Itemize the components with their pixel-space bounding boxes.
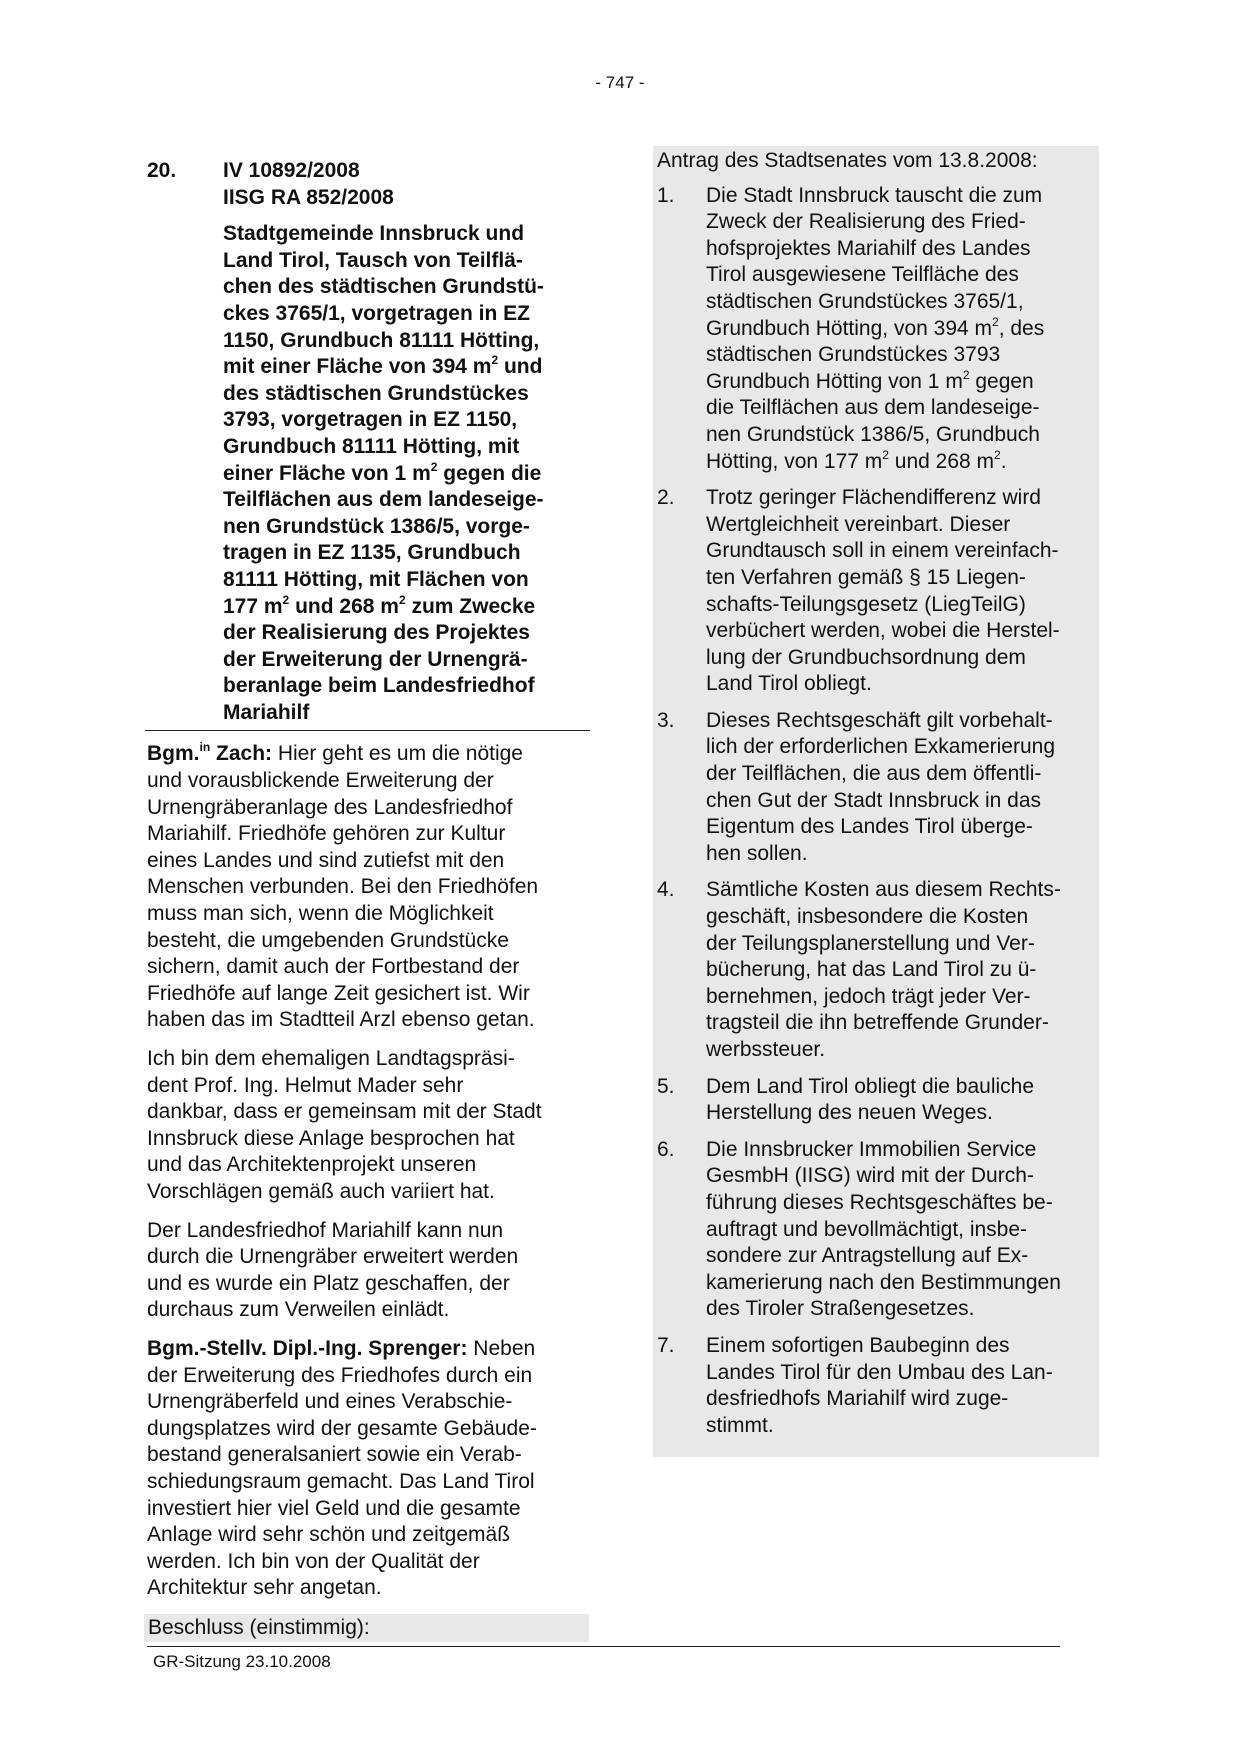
point-line: der Teilungsplanerstellung und Ver-: [706, 931, 1035, 955]
motion-point-number: 2.: [657, 486, 675, 510]
point-line: Eigentum des Landes Tirol überge-: [706, 815, 1033, 839]
point-line: Trotz geringer Flächendifferenz wird: [706, 486, 1041, 510]
title-text: zum Zwecke: [405, 594, 536, 618]
point-line: führung dieses Rechtsgeschäftes be-: [706, 1190, 1053, 1214]
point-line: auftragt und bevollmächtigt, insbe-: [706, 1217, 1028, 1241]
point-line: der Teilflächen, die aus dem öffentli-: [706, 762, 1042, 786]
point-text: und 268 m: [888, 449, 995, 473]
point-line: nen Grundstück 1386/5, Grundbuch: [706, 422, 1040, 446]
title-divider: [145, 730, 590, 731]
point-line: Landes Tirol für den Umbau des Lan-: [706, 1360, 1053, 1384]
superscript: 2: [491, 353, 499, 368]
left-column: [147, 158, 589, 1642]
speech-line: bestand generalsaniert sowie ein Verab-: [147, 1443, 522, 1467]
point-text: Grundbuch Hötting von 1 m: [706, 369, 963, 393]
speech-line: Anlage wird sehr schön und zeitgemäß: [147, 1523, 511, 1547]
speech-line: haben das im Stadtteil Arzl ebenso getan.: [147, 1008, 535, 1032]
title-line: der Erweiterung der Urnengrä-: [223, 647, 528, 671]
point-line: die Teilflächen aus dem landeseige-: [706, 396, 1040, 420]
speech-line: Urnengräberanlage des Landesfriedhof: [147, 795, 513, 819]
agenda-item-title: [223, 221, 589, 726]
title-text: gegen die: [437, 461, 542, 485]
agenda-item-refs: [223, 158, 589, 211]
point-line: Dem Land Tirol obliegt die bauliche: [706, 1074, 1035, 1098]
speech-zach-paragraph-3: [147, 1218, 589, 1324]
title-line: der Realisierung des Projektes: [223, 621, 530, 645]
title-text: und: [498, 355, 543, 379]
point-line: tragsteil die ihn betreffende Grunder-: [706, 1011, 1049, 1035]
speech-line: der Erweiterung des Friedhofes durch ein: [147, 1363, 533, 1387]
motion-point-number: 6.: [657, 1137, 675, 1161]
speech-line: und vorausblickende Erweiterung der: [147, 769, 494, 793]
agenda-item-number: 20.: [147, 159, 177, 182]
speech-text: Hier geht es um die nötige: [272, 742, 523, 766]
title-line: beranlage beim Landesfriedhof: [223, 674, 535, 698]
point-line: geschäft, insbesondere die Kosten: [706, 905, 1029, 929]
point-line: Herstellung des neuen Weges.: [706, 1101, 993, 1125]
point-text: gegen: [969, 369, 1034, 393]
title-line: 1150, Grundbuch 81111 Hötting,: [223, 328, 540, 352]
motion-point-number: 4.: [657, 878, 675, 902]
speech-line: werden. Ich bin von der Qualität der: [147, 1549, 480, 1573]
title-line: [223, 354, 589, 381]
point-line: kamerierung nach den Bestimmungen: [706, 1270, 1061, 1294]
speech-line: durch die Urnengräber erweitert werden: [147, 1245, 519, 1269]
point-line: Die Innsbrucker Immobilien Service: [706, 1137, 1037, 1161]
motion-point: [657, 1074, 1095, 1127]
point-line: Die Stadt Innsbruck tauscht die zum: [706, 183, 1043, 207]
point-line: Tirol ausgewiesene Teilfläche des: [706, 263, 1019, 287]
speech-line: [147, 741, 589, 768]
superscript: 2: [282, 592, 290, 607]
title-line: [223, 461, 589, 488]
point-line: Dieses Rechtsgeschäft gilt vorbehalt-: [706, 708, 1053, 732]
point-line: desfriedhofs Mariahilf wird zuge-: [706, 1387, 1009, 1411]
motion-point: [657, 1137, 1095, 1323]
page-number: - 747 -: [595, 73, 645, 92]
motion-point: [657, 183, 1095, 476]
speech-line: Innsbruck diese Anlage besprochen hat: [147, 1126, 515, 1150]
superscript: 2: [398, 592, 406, 607]
motion-intro: Antrag des Stadtsenates vom 13.8.2008:: [657, 149, 1038, 172]
point-line: des Tiroler Straßengesetzes.: [706, 1297, 975, 1321]
speech-line: schiedungsraum gemacht. Das Land Tirol: [147, 1469, 535, 1493]
superscript: in: [199, 740, 211, 755]
speech-sprenger: [147, 1336, 589, 1602]
point-line: städtischen Grundstückes 3793: [706, 343, 1001, 367]
footer-divider: [147, 1646, 1060, 1647]
motion-box: [653, 146, 1099, 1457]
superscript: 2: [992, 314, 999, 329]
speech-zach-paragraph-2: [147, 1046, 589, 1206]
speech-line: Friedhöfe auf lange Zeit gesichert ist. Wir: [147, 981, 530, 1005]
point-line: hofsprojektes Mariahilf des Landes: [706, 236, 1031, 260]
superscript: 2: [882, 447, 889, 462]
superscript: 2: [994, 447, 1001, 462]
point-line: lung der Grundbuchsordnung dem: [706, 645, 1026, 669]
resolution-label: Beschluss (einstimmig):: [144, 1614, 589, 1643]
speech-line: eines Landes und sind zutiefst mit den: [147, 848, 505, 872]
speech-line: Ich bin dem ehemaligen Landtagspräsi-: [147, 1047, 515, 1070]
point-line: stimmt.: [706, 1413, 774, 1437]
point-line: bücherung, hat das Land Tirol zu ü-: [706, 958, 1037, 982]
title-line: Land Tirol, Tausch von Teilflä-: [223, 248, 523, 272]
speech-line: sichern, damit auch der Fortbestand der: [147, 955, 520, 979]
motion-point: [657, 877, 1095, 1063]
point-line: [706, 449, 1095, 476]
point-line: Land Tirol obliegt.: [706, 672, 872, 696]
speech-line: Architektur sehr angetan.: [147, 1576, 382, 1600]
ref-line: IV 10892/2008: [223, 159, 360, 182]
title-line: ckes 3765/1, vorgetragen in EZ: [223, 301, 530, 325]
motion-point-number: 7.: [657, 1333, 675, 1357]
speech-line: Der Landesfriedhof Mariahilf kann nun: [147, 1218, 504, 1242]
title-line: 3793, vorgetragen in EZ 1150,: [223, 408, 518, 432]
point-line: werbssteuer.: [706, 1038, 826, 1061]
speech-text: Neben: [467, 1336, 536, 1360]
motion-point-number: 3.: [657, 708, 675, 732]
speech-line: Menschen verbunden. Bei den Friedhöfen: [147, 875, 539, 899]
title-line: 81111 Hötting, mit Flächen von: [223, 567, 529, 591]
title-line: [223, 594, 589, 621]
agenda-item-header: [147, 158, 589, 731]
point-line: GesmbH (IISG) wird mit der Durch-: [706, 1164, 1034, 1188]
point-line: Wertgleichheit vereinbart. Dieser: [706, 512, 1011, 536]
point-line: städtischen Grundstückes 3765/1,: [706, 289, 1024, 313]
speech-line: investiert hier viel Geld und die gesamte: [147, 1496, 521, 1520]
point-line: Zweck der Realisierung des Fried-: [706, 210, 1026, 234]
speech-line: dent Prof. Ing. Helmut Mader sehr: [147, 1073, 464, 1097]
point-line: ten Verfahren gemäß § 15 Liegen-: [706, 565, 1026, 589]
motion-point: [657, 1333, 1095, 1439]
ref-line: IISG RA 852/2008: [223, 185, 394, 209]
point-text: .: [1000, 449, 1007, 473]
title-text: und 268 m: [289, 594, 399, 618]
title-line: Mariahilf: [223, 700, 310, 724]
title-line: nen Grundstück 1386/5, vorge-: [223, 514, 530, 538]
speech-line: dankbar, dass er gemeinsam mit der Stadt: [147, 1100, 542, 1124]
point-line: Sämtliche Kosten aus diesem Rechts-: [706, 878, 1061, 902]
point-line: lich der erforderlichen Exkamerierung: [706, 735, 1055, 759]
point-line: schafts-Teilungsgesetz (LiegTeilG): [706, 592, 1026, 616]
point-line: bernehmen, jedoch trägt jeder Ver-: [706, 984, 1031, 1008]
point-text: Hötting, von 177 m: [706, 449, 883, 473]
point-line: [706, 369, 1095, 396]
speech-line: und es wurde ein Platz geschaffen, der: [147, 1271, 510, 1295]
title-line: Grundbuch 81111 Hötting, mit: [223, 434, 520, 458]
speech-line: besteht, die umgebenden Grundstücke: [147, 928, 509, 952]
speaker-name: Bgm.-Stellv. Dipl.-Ing. Sprenger:: [147, 1336, 468, 1360]
point-line: chen Gut der Stadt Innsbruck in das: [706, 788, 1042, 812]
footer-session-date: GR-Sitzung 23.10.2008: [153, 1652, 331, 1671]
speech-line: durchaus zum Verweilen einlädt.: [147, 1298, 450, 1322]
motion-point-number: 1.: [657, 183, 675, 207]
superscript: 2: [962, 367, 970, 382]
speech-line: dungsplatzes wird der gesamte Gebäude-: [147, 1416, 537, 1440]
speaker-name: [147, 742, 272, 765]
motion-point-number: 5.: [657, 1074, 675, 1098]
speech-line: Mariahilf. Friedhöfe gehören zur Kultur: [147, 822, 506, 846]
motion-list: [657, 183, 1095, 1440]
title-line: Stadtgemeinde Innsbruck und: [223, 222, 525, 246]
point-line: sondere zur Antragstellung auf Ex-: [706, 1244, 1029, 1268]
speech-line: [147, 1336, 589, 1363]
point-text: Grundbuch Hötting, von 394 m: [706, 316, 993, 340]
speech-line: Urnengräberfeld und eines Verabschie-: [147, 1390, 513, 1414]
speaker-text: Bgm.: [147, 742, 200, 766]
title-line: des städtischen Grundstückes: [223, 381, 529, 405]
point-line: Grundtausch soll in einem vereinfach-: [706, 539, 1059, 563]
title-line: chen des städtischen Grundstü-: [223, 275, 544, 299]
speech-zach: [147, 741, 589, 1034]
speech-line: Vorschlägen gemäß auch variiert hat.: [147, 1179, 495, 1203]
motion-point: [657, 485, 1095, 698]
motion-point: [657, 708, 1095, 868]
title-line: tragen in EZ 1135, Grundbuch: [223, 541, 521, 565]
speaker-text: Zach:: [210, 742, 273, 766]
point-text: , des: [998, 316, 1045, 340]
title-text: mit einer Fläche von 394 m: [223, 355, 492, 379]
title-text: einer Fläche von 1 m: [223, 461, 431, 485]
point-line: [706, 316, 1095, 343]
right-column: [657, 146, 1099, 1457]
speech-line: und das Architektenprojekt unseren: [147, 1153, 477, 1177]
title-line: Teilflächen aus dem landeseige-: [223, 488, 544, 512]
point-line: Einem sofortigen Baubeginn des: [706, 1333, 1010, 1357]
title-text: 177 m: [223, 594, 283, 618]
point-line: verbüchert werden, wobei die Herstel-: [706, 619, 1060, 643]
point-line: hen sollen.: [706, 841, 808, 865]
superscript: 2: [430, 459, 438, 474]
speech-line: muss man sich, wenn die Möglichkeit: [147, 902, 494, 926]
